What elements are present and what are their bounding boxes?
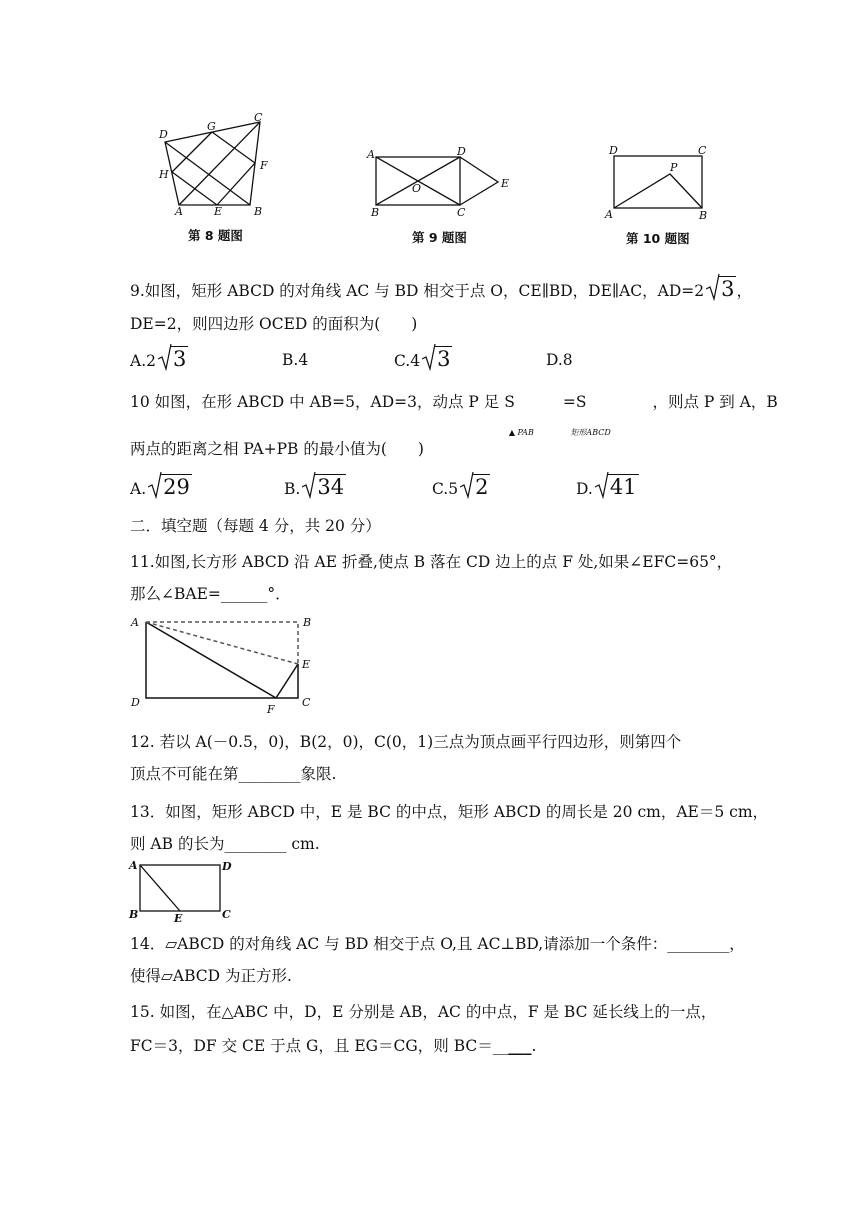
label-H: H — [159, 168, 169, 181]
q15-line1: 15. 如图，在△ABC 中，D，E 分别是 AB，AC 的中点，F 是 BC 延长线上的一点， — [130, 1003, 717, 1021]
figure-9 — [362, 140, 522, 225]
q10-option-a: A. 29 — [130, 472, 192, 499]
label-C: C — [302, 696, 311, 709]
label-D: D — [609, 144, 618, 157]
label-B: B — [699, 209, 708, 222]
label-C: C — [698, 144, 707, 157]
label-E: E — [302, 658, 311, 671]
label-D: D — [222, 860, 232, 873]
label-B: B — [303, 616, 312, 629]
figure-13 — [126, 856, 238, 922]
q10-subscript-pab: ▲ PAB — [508, 428, 534, 437]
label-C: C — [457, 206, 466, 219]
label-D: D — [159, 128, 168, 141]
label-B: B — [254, 205, 263, 218]
q15-line2: FC＝3，DF 交 CE 于点 G，且 EG＝CG，则 BC＝_____. — [130, 1036, 537, 1055]
figure-10 — [600, 140, 720, 225]
label-F: F — [267, 703, 275, 714]
label-P: P — [670, 161, 678, 174]
label-A: A — [605, 208, 613, 221]
q13-line1: 13．如图，矩形 ABCD 中，E 是 BC 的中点，矩形 ABCD 的周长是 20 cm，AE＝5 cm， — [130, 803, 769, 821]
label-B: B — [371, 206, 380, 219]
label-A: A — [367, 148, 375, 161]
label-B: B — [129, 908, 139, 921]
q10-line2: 两点的距离之相 PA+PB 的最小值为( ) — [130, 440, 424, 458]
label-A: A — [129, 859, 138, 872]
label-G: G — [207, 120, 216, 133]
figure-11 — [126, 612, 326, 714]
label-C: C — [254, 111, 263, 124]
q9-option-a: A.2 3 — [130, 344, 188, 371]
q10-subscript-rect: 矩形ABCD — [570, 428, 611, 437]
q12-line2: 顶点不可能在第________象限. — [130, 765, 337, 783]
q13-line2: 则 AB 的长为________ cm. — [130, 835, 320, 853]
label-D: D — [131, 696, 140, 709]
q9-line2: DE=2，则四边形 OCED 的面积为( ) — [130, 315, 418, 333]
figure-10-caption: 第 10 题图 — [626, 231, 690, 246]
q10-line1: 10 如图，在形 ABCD 中 AB=5，AD=3，动点 P 足 S ▲ PAB =S 矩形ABCD ，则点 P 到 A，B — [130, 392, 778, 412]
label-E: E — [501, 177, 510, 190]
label-F: F — [260, 159, 268, 172]
q10-option-d: D. 41 — [576, 472, 639, 499]
q9-option-c: C.4 3 — [394, 344, 452, 371]
q12-line1: 12. 若以 A(－0.5，0)，B(2，0)，C(0，1)三点为顶点画平行四边形，则第四个 — [130, 733, 682, 751]
q10-option-c: C.5 2 — [432, 472, 490, 499]
q10-option-b: B. 34 — [284, 472, 346, 499]
label-D: D — [457, 145, 466, 158]
q15-blank: ___ — [508, 1036, 532, 1055]
label-E: E — [214, 205, 223, 218]
label-A: A — [131, 616, 139, 629]
label-E: E — [174, 912, 183, 922]
figure-8-caption: 第 8 题图 — [188, 228, 243, 243]
q14-line2: 使得▱ABCD 为正方形. — [130, 967, 292, 985]
section-2-heading: 二．填空题（每题 4 分，共 20 分） — [130, 517, 381, 535]
figure-9-caption: 第 9 题图 — [412, 230, 467, 245]
q9-option-b: B.4 — [282, 351, 309, 369]
q9-line1: 9.如图，矩形 ABCD 的对角线 AC 与 BD 相交于点 O，CE∥BD，DE∥AC，AD=2 3 ， — [130, 274, 752, 301]
figure-8 — [150, 110, 280, 230]
q9-option-d: D.8 — [546, 351, 573, 369]
q14-line1: 14．▱ABCD 的对角线 AC 与 BD 相交于点 O,且 AC⊥BD,请添加一个条件：________， — [130, 935, 745, 953]
sqrt-3: 3 — [706, 274, 736, 301]
label-C: C — [222, 908, 231, 921]
q11-line1: 11.如图,长方形 ABCD 沿 AE 折叠,使点 B 落在 CD 边上的点 F 处,如果∠EFC=65°， — [130, 553, 733, 571]
label-O: O — [412, 182, 422, 195]
label-A: A — [175, 205, 183, 218]
q11-line2: 那么∠BAE=______°． — [130, 585, 291, 603]
